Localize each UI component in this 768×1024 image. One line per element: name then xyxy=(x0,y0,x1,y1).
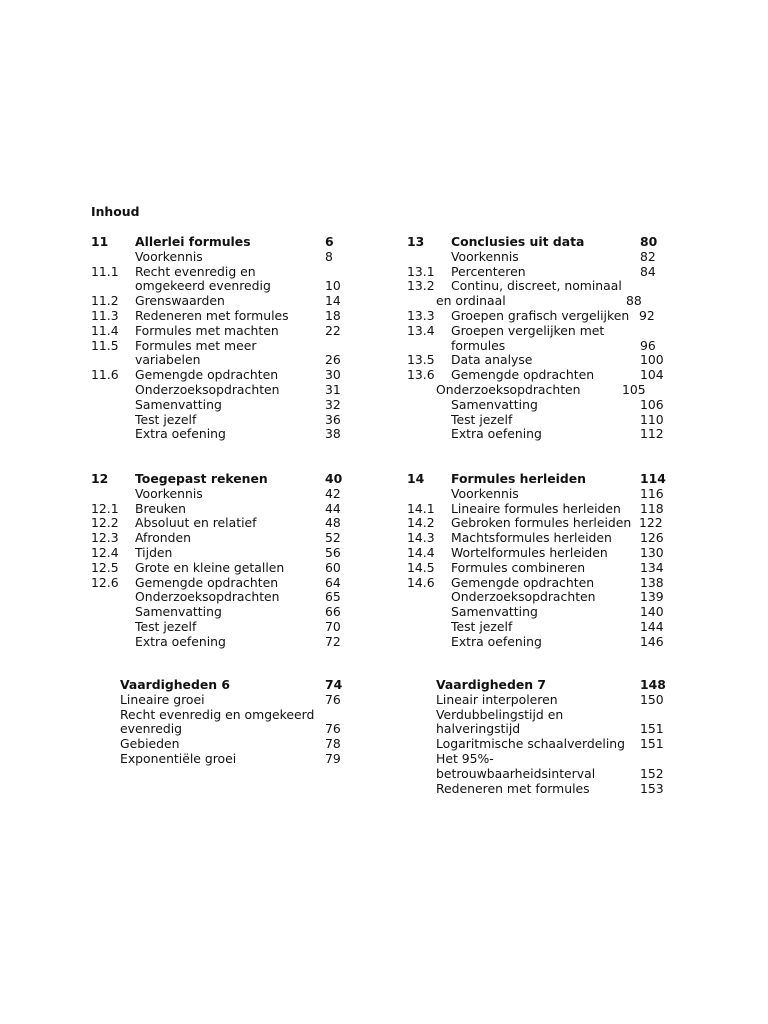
toc-entry-number: 11.1 xyxy=(91,263,119,279)
toc-entry-page: 84 xyxy=(640,263,656,279)
toc-entry-page: 6 xyxy=(325,234,334,249)
toc-entry-page: 8 xyxy=(325,248,333,264)
toc-entry-page: 100 xyxy=(640,352,664,368)
toc-entry-title: Data analyse xyxy=(451,352,533,368)
toc-entry-page: 150 xyxy=(640,691,664,707)
toc-entry-page: 104 xyxy=(640,367,664,383)
toc-entry-title: Vaardigheden 7 xyxy=(436,677,546,692)
toc-entry-page: 88 xyxy=(626,293,642,309)
toc-entry-number: 14.2 xyxy=(407,515,435,531)
toc-entry-page: 151 xyxy=(640,736,664,752)
toc-entry-page: 116 xyxy=(640,485,664,501)
toc-entry-title: Gebieden xyxy=(120,736,180,752)
toc-entry-title: evenredig xyxy=(120,721,183,737)
toc-entry-page: 44 xyxy=(325,500,341,516)
toc-entry-page: 30 xyxy=(325,367,341,383)
toc-entry-number: 14.1 xyxy=(407,500,435,516)
toc-entry-title: Exponentiële groei xyxy=(120,750,237,766)
toc-title: Inhoud xyxy=(91,204,140,219)
toc-entry-title: Voorkennis xyxy=(135,248,203,264)
toc-entry-title: Absoluut en relatief xyxy=(135,515,257,531)
toc-entry-title: Logaritmische schaalverdeling xyxy=(436,736,625,752)
toc-entry-number: 13.3 xyxy=(407,307,435,323)
toc-entry-number: 14 xyxy=(407,471,425,486)
toc-entry-title: Test jezelf xyxy=(451,618,513,634)
toc-entry-page: 118 xyxy=(640,500,664,516)
toc-entry-title: Wortelformules herleiden xyxy=(451,544,608,560)
toc-entry-number: 11.4 xyxy=(91,322,119,338)
toc-entry-title: Gemengde opdrachten xyxy=(135,367,279,383)
toc-entry-title: Lineair interpoleren xyxy=(436,691,558,707)
toc-entry-number: 12.6 xyxy=(91,574,119,590)
toc-entry-number: 13.2 xyxy=(407,278,435,294)
toc-entry-number: 11.3 xyxy=(91,307,119,323)
toc-entry-page: 96 xyxy=(640,337,656,353)
toc-entry-number: 12.1 xyxy=(91,500,119,516)
toc-entry-title: en ordinaal xyxy=(436,293,506,309)
toc-entry-page: 140 xyxy=(640,604,664,620)
toc-entry-page: 122 xyxy=(639,515,663,531)
toc-entry-title: Gemengde opdrachten xyxy=(451,574,595,590)
toc-entry-number: 12.2 xyxy=(91,515,119,531)
toc-entry-title: Machtsformules herleiden xyxy=(451,530,612,546)
toc-entry-title: Afronden xyxy=(135,530,191,546)
toc-entry-page: 56 xyxy=(325,544,341,560)
toc-entry-title: Samenvatting xyxy=(451,396,538,412)
toc-entry-title: Verdubbelingstijd en xyxy=(436,706,564,722)
toc-entry-page: 31 xyxy=(325,381,341,397)
toc-entry-title: Lineaire groei xyxy=(120,691,205,707)
toc-entry-title: Onderzoeksopdrachten xyxy=(135,381,280,397)
toc-entry-title: Extra oefening xyxy=(451,633,542,649)
toc-entry-page: 40 xyxy=(325,471,343,486)
toc-entry-title: Formules met machten xyxy=(135,322,279,338)
toc-entry-title: Groepen vergelijken met xyxy=(451,322,605,338)
toc-entry-page: 105 xyxy=(622,381,646,397)
toc-entry-title: Recht evenredig en xyxy=(135,263,256,279)
toc-entry-number: 12.4 xyxy=(91,544,119,560)
toc-entry-page: 130 xyxy=(640,544,664,560)
toc-entry-page: 48 xyxy=(325,515,341,531)
toc-entry-page: 92 xyxy=(639,307,655,323)
toc-entry-title: Onderzoeksopdrachten xyxy=(436,381,581,397)
toc-entry-title: Tijden xyxy=(135,544,173,560)
toc-entry-number: 11.2 xyxy=(91,293,119,309)
toc-entry-page: 80 xyxy=(640,234,658,249)
toc-entry-page: 148 xyxy=(640,677,666,692)
toc-entry-number: 12 xyxy=(91,471,109,486)
toc-entry-number: 11.6 xyxy=(91,367,119,383)
toc-entry-page: 134 xyxy=(640,559,664,575)
toc-entry-title: Onderzoeksopdrachten xyxy=(135,589,280,605)
toc-entry-title: Extra oefening xyxy=(451,426,542,442)
toc-entry-number: 11.5 xyxy=(91,337,119,353)
toc-entry-number: 13.6 xyxy=(407,367,435,383)
toc-entry-page: 126 xyxy=(640,530,664,546)
toc-entry-page: 60 xyxy=(325,559,341,575)
toc-entry-page: 66 xyxy=(325,604,341,620)
toc-entry-page: 82 xyxy=(640,248,656,264)
toc-entry-title: variabelen xyxy=(135,352,201,368)
toc-entry-title: Gemengde opdrachten xyxy=(135,574,279,590)
toc-entry-number: 13 xyxy=(407,234,425,249)
toc-entry-title: halveringstijd xyxy=(436,721,521,737)
toc-entry-title: omgekeerd evenredig xyxy=(135,278,271,294)
toc-entry-title: Het 95%- xyxy=(436,750,494,766)
toc-entry-page: 106 xyxy=(640,396,664,412)
toc-entry-title: Allerlei formules xyxy=(135,234,251,249)
toc-entry-page: 65 xyxy=(325,589,341,605)
toc-entry-page: 36 xyxy=(325,411,341,427)
toc-entry-title: Conclusies uit data xyxy=(451,234,585,249)
toc-entry-page: 70 xyxy=(325,618,341,634)
toc-entry-page: 78 xyxy=(325,736,341,752)
toc-entry-number: 13.1 xyxy=(407,263,435,279)
toc-entry-page: 64 xyxy=(325,574,341,590)
toc-entry-page: 138 xyxy=(640,574,664,590)
toc-entry-title: Continu, discreet, nominaal xyxy=(451,278,622,294)
toc-entry-title: Recht evenredig en omgekeerd xyxy=(120,706,315,722)
toc-entry-page: 79 xyxy=(325,750,341,766)
toc-entry-page: 22 xyxy=(325,322,341,338)
toc-entry-title: Groepen grafisch vergelijken xyxy=(451,307,630,323)
toc-entry-title: Samenvatting xyxy=(451,604,538,620)
toc-entry-title: Redeneren met formules xyxy=(135,307,289,323)
toc-entry-title: Gemengde opdrachten xyxy=(451,367,595,383)
toc-entry-title: Extra oefening xyxy=(135,633,226,649)
toc-entry-number: 13.4 xyxy=(407,322,435,338)
toc-entry-number: 11 xyxy=(91,234,109,249)
toc-entry-title: Percenteren xyxy=(451,263,526,279)
toc-entry-page: 10 xyxy=(325,278,341,294)
toc-entry-title: betrouwbaarheidsinterval xyxy=(436,765,596,781)
toc-entry-page: 38 xyxy=(325,426,341,442)
toc-entry-page: 114 xyxy=(640,471,666,486)
toc-entry-page: 139 xyxy=(640,589,664,605)
toc-entry-page: 74 xyxy=(325,677,343,692)
toc-entry-page: 76 xyxy=(325,721,341,737)
toc-entry-number: 12.5 xyxy=(91,559,119,575)
toc-entry-title: Formules herleiden xyxy=(451,471,586,486)
toc-entry-page: 26 xyxy=(325,352,341,368)
toc-entry-title: Formules met meer xyxy=(135,337,257,353)
toc-entry-title: Samenvatting xyxy=(135,604,222,620)
toc-entry-page: 72 xyxy=(325,633,341,649)
toc-entry-page: 52 xyxy=(325,530,341,546)
toc-entry-title: Grenswaarden xyxy=(135,293,225,309)
toc-entry-page: 110 xyxy=(640,411,664,427)
toc-entry-title: Samenvatting xyxy=(135,396,222,412)
toc-entry-page: 112 xyxy=(640,426,664,442)
toc-entry-number: 14.4 xyxy=(407,544,435,560)
toc-entry-title: Extra oefening xyxy=(135,426,226,442)
toc-entry-title: Redeneren met formules xyxy=(436,780,590,796)
toc-entry-number: 14.5 xyxy=(407,559,435,575)
toc-entry-title: Test jezelf xyxy=(135,411,197,427)
toc-entry-title: Voorkennis xyxy=(451,248,519,264)
toc-entry-page: 18 xyxy=(325,307,341,323)
toc-entry-title: Voorkennis xyxy=(451,485,519,501)
toc-entry-page: 151 xyxy=(640,721,664,737)
toc-entry-title: formules xyxy=(451,337,506,353)
toc-entry-title: Lineaire formules herleiden xyxy=(451,500,621,516)
toc-entry-title: Formules combineren xyxy=(451,559,586,575)
toc-entry-title: Vaardigheden 6 xyxy=(120,677,230,692)
toc-entry-page: 152 xyxy=(640,765,664,781)
toc-entry-page: 42 xyxy=(325,485,341,501)
toc-entry-page: 144 xyxy=(640,618,664,634)
toc-entry-page: 153 xyxy=(640,780,664,796)
toc-entry-number: 14.3 xyxy=(407,530,435,546)
toc-entry-title: Onderzoeksopdrachten xyxy=(451,589,596,605)
toc-entry-title: Test jezelf xyxy=(135,618,197,634)
toc-entry-title: Gebroken formules herleiden xyxy=(451,515,632,531)
toc-entry-title: Grote en kleine getallen xyxy=(135,559,285,575)
toc-entry-page: 76 xyxy=(325,691,341,707)
toc-entry-number: 13.5 xyxy=(407,352,435,368)
toc-entry-number: 14.6 xyxy=(407,574,435,590)
toc-entry-title: Test jezelf xyxy=(451,411,513,427)
toc-entry-page: 146 xyxy=(640,633,664,649)
toc-entry-title: Voorkennis xyxy=(135,485,203,501)
toc-entry-page: 32 xyxy=(325,396,341,412)
toc-entry-number: 12.3 xyxy=(91,530,119,546)
toc-entry-title: Breuken xyxy=(135,500,187,516)
toc-entry-title: Toegepast rekenen xyxy=(135,471,268,486)
toc-entry-page: 14 xyxy=(325,293,341,309)
